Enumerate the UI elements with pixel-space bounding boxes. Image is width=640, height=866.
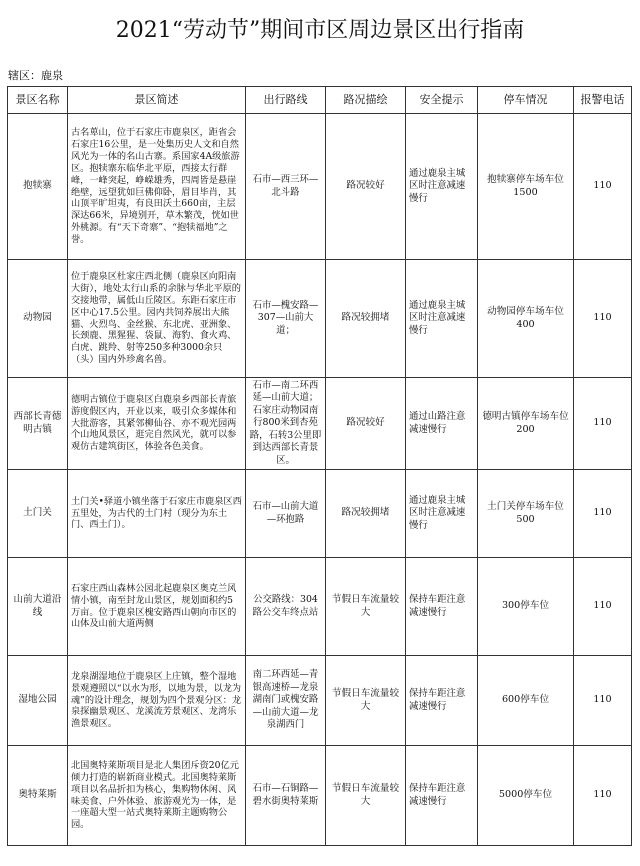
scenic-guide-table [7,86,632,846]
safety-tip: 保持车距注意减速慢行 [406,558,478,656]
table-row [8,558,632,656]
travel-route: 石市—西三环—北斗路 [246,114,326,260]
travel-route: 石市—南二环西延—山前大道；石家庄动物园南行800米到杏苑路，石转3公里即到达西部长青景区。 [246,378,326,470]
scenic-desc: 土门关•驿道小镇坐落于石家庄市鹿泉区西五里处，为古代的土门村（现分为东土门、西土门）。 [68,470,246,558]
alarm-phone: 110 [574,378,632,470]
safety-tip: 保持车距注意减速慢行 [406,656,478,746]
table-row [8,114,632,260]
parking-info: 土门关停车场车位500 [478,470,574,558]
scenic-name: 湿地公园 [8,656,68,746]
parking-info: 300停车位 [478,558,574,656]
header-route: 出行路线 [246,87,326,114]
alarm-phone: 110 [574,470,632,558]
safety-tip: 保持车距注意减速慢行 [406,746,478,846]
district-label: 辖区：鹿泉 [8,69,63,82]
travel-route: 石市—槐安路—307—山前大道； [246,260,326,378]
scenic-desc: 石家庄西山森林公园北起鹿泉区奥克兰风情小镇，南至封龙山景区，规划面积约5万亩。位于鹿泉区槐安路西山朝向市区的山体及山前大道两侧 [68,558,246,656]
safety-tip: 通过鹿泉主城区时注意减速慢行 [406,260,478,378]
scenic-desc: 古名萆山，位于石家庄市鹿泉区，距省会石家庄16公里，是一处集历史人文和自然风光为一体的名山古寨。系国家4A级旅游区。抱犊寨东临华北平原，西接太行群峰，一峰突起，峥嵘雄秀，四周皆是悬崖绝壁，远望犹如巨佛仰卧，眉目毕肖，其山顶平旷坦夷，有良田沃土660亩，主层深达66米，异境别开，草木繁茂，恍如世外桃源。有“天下奇寨”、“抱犊福地”之誉。 [68,114,246,260]
header-name: 景区名称 [8,87,68,114]
alarm-phone: 110 [574,114,632,260]
road-condition: 路况较拥堵 [326,260,406,378]
table-row [8,746,632,846]
page-title: 2021“劳动节”期间市区周边景区出行指南 [115,18,525,43]
header-road: 路况描绘 [326,87,406,114]
safety-tip: 通过鹿泉主城区时注意减速慢行 [406,470,478,558]
scenic-name: 山前大道沿线 [8,558,68,656]
scenic-desc: 龙泉湖湿地位于鹿泉区上庄镇，整个湿地景观遵照以“以水为形，以地为景，以龙为魂”的设计理念，规划为四个景观分区：龙泉探幽景观区、龙溪流芳景观区、龙湾乐渔景观区。 [68,656,246,746]
alarm-phone: 110 [574,558,632,656]
road-condition: 路况较拥堵 [326,470,406,558]
alarm-phone: 110 [574,260,632,378]
alarm-phone: 110 [574,746,632,846]
header-phone: 报警电话 [574,87,632,114]
parking-info: 5000停车位 [478,746,574,846]
parking-info: 动物园停车场车位400 [478,260,574,378]
road-condition: 路况较好 [326,378,406,470]
scenic-desc: 北国奥特莱斯项目是北人集团斥资20亿元倾力打造的崭新商业模式。北国奥特莱斯项目以名品折扣为核心，集购物休闲、风味美食、户外体验、旅游观光为一体，是一座超大型一站式奥特莱斯主题购物公园。 [68,746,246,846]
parking-info: 600停车位 [478,656,574,746]
scenic-name: 抱犊寨 [8,114,68,260]
road-condition: 路况较好 [326,114,406,260]
travel-route: 南二环西延—青银高速桥—龙泉湖南门或槐安路—山前大道—龙泉湖西门 [246,656,326,746]
scenic-desc: 位于鹿泉区杜家庄西北侧（鹿泉区向阳南大街），地处太行山系的余脉与华北平原的交接地带，属低山丘陵区。东距石家庄市区中心17.5公里。园内共饲养展出大熊猫、火烈鸟、金丝猴、东北虎、亚洲象、长颈鹿、黑猩猩、袋鼠、海豹、食火鸡、白虎、跳羚、射等250多种3000余只（头）国内外珍禽名兽。 [68,260,246,378]
table-row [8,656,632,746]
road-condition: 节假日车流量较大 [326,558,406,656]
scenic-desc: 德明古镇位于鹿泉区白鹿泉乡西部长青旅游度假区内，开业以来，吸引众多媒体和大批游客，其紧邻柳仙谷、亦不观光园两个山地风景区，逛完自然风光，就可以参观仿古建筑街区，体验各色美食。 [68,378,246,470]
parking-info: 德明古镇停车场车位200 [478,378,574,470]
table-row [8,378,632,470]
travel-route: 石市—山前大道—环抱路 [246,470,326,558]
table-header-row [8,87,632,114]
header-desc: 景区简述 [68,87,246,114]
road-condition: 节假日车流量较大 [326,746,406,846]
road-condition: 节假日车流量较大 [326,656,406,746]
table-row [8,260,632,378]
travel-route: 石市—石铜路—碧水街奥特莱斯 [246,746,326,846]
scenic-name: 奥特莱斯 [8,746,68,846]
scenic-name: 土门关 [8,470,68,558]
alarm-phone: 110 [574,656,632,746]
parking-info: 抱犊寨停车场车位1500 [478,114,574,260]
scenic-name: 动物园 [8,260,68,378]
travel-route: 公交路线：304路公交车终点站 [246,558,326,656]
scenic-name: 西部长青德明古镇 [8,378,68,470]
header-parking: 停车情况 [478,87,574,114]
table-row [8,470,632,558]
header-safety: 安全提示 [406,87,478,114]
safety-tip: 通过鹿泉主城区时注意减速慢行 [406,114,478,260]
safety-tip: 通过山路注意减速慢行 [406,378,478,470]
